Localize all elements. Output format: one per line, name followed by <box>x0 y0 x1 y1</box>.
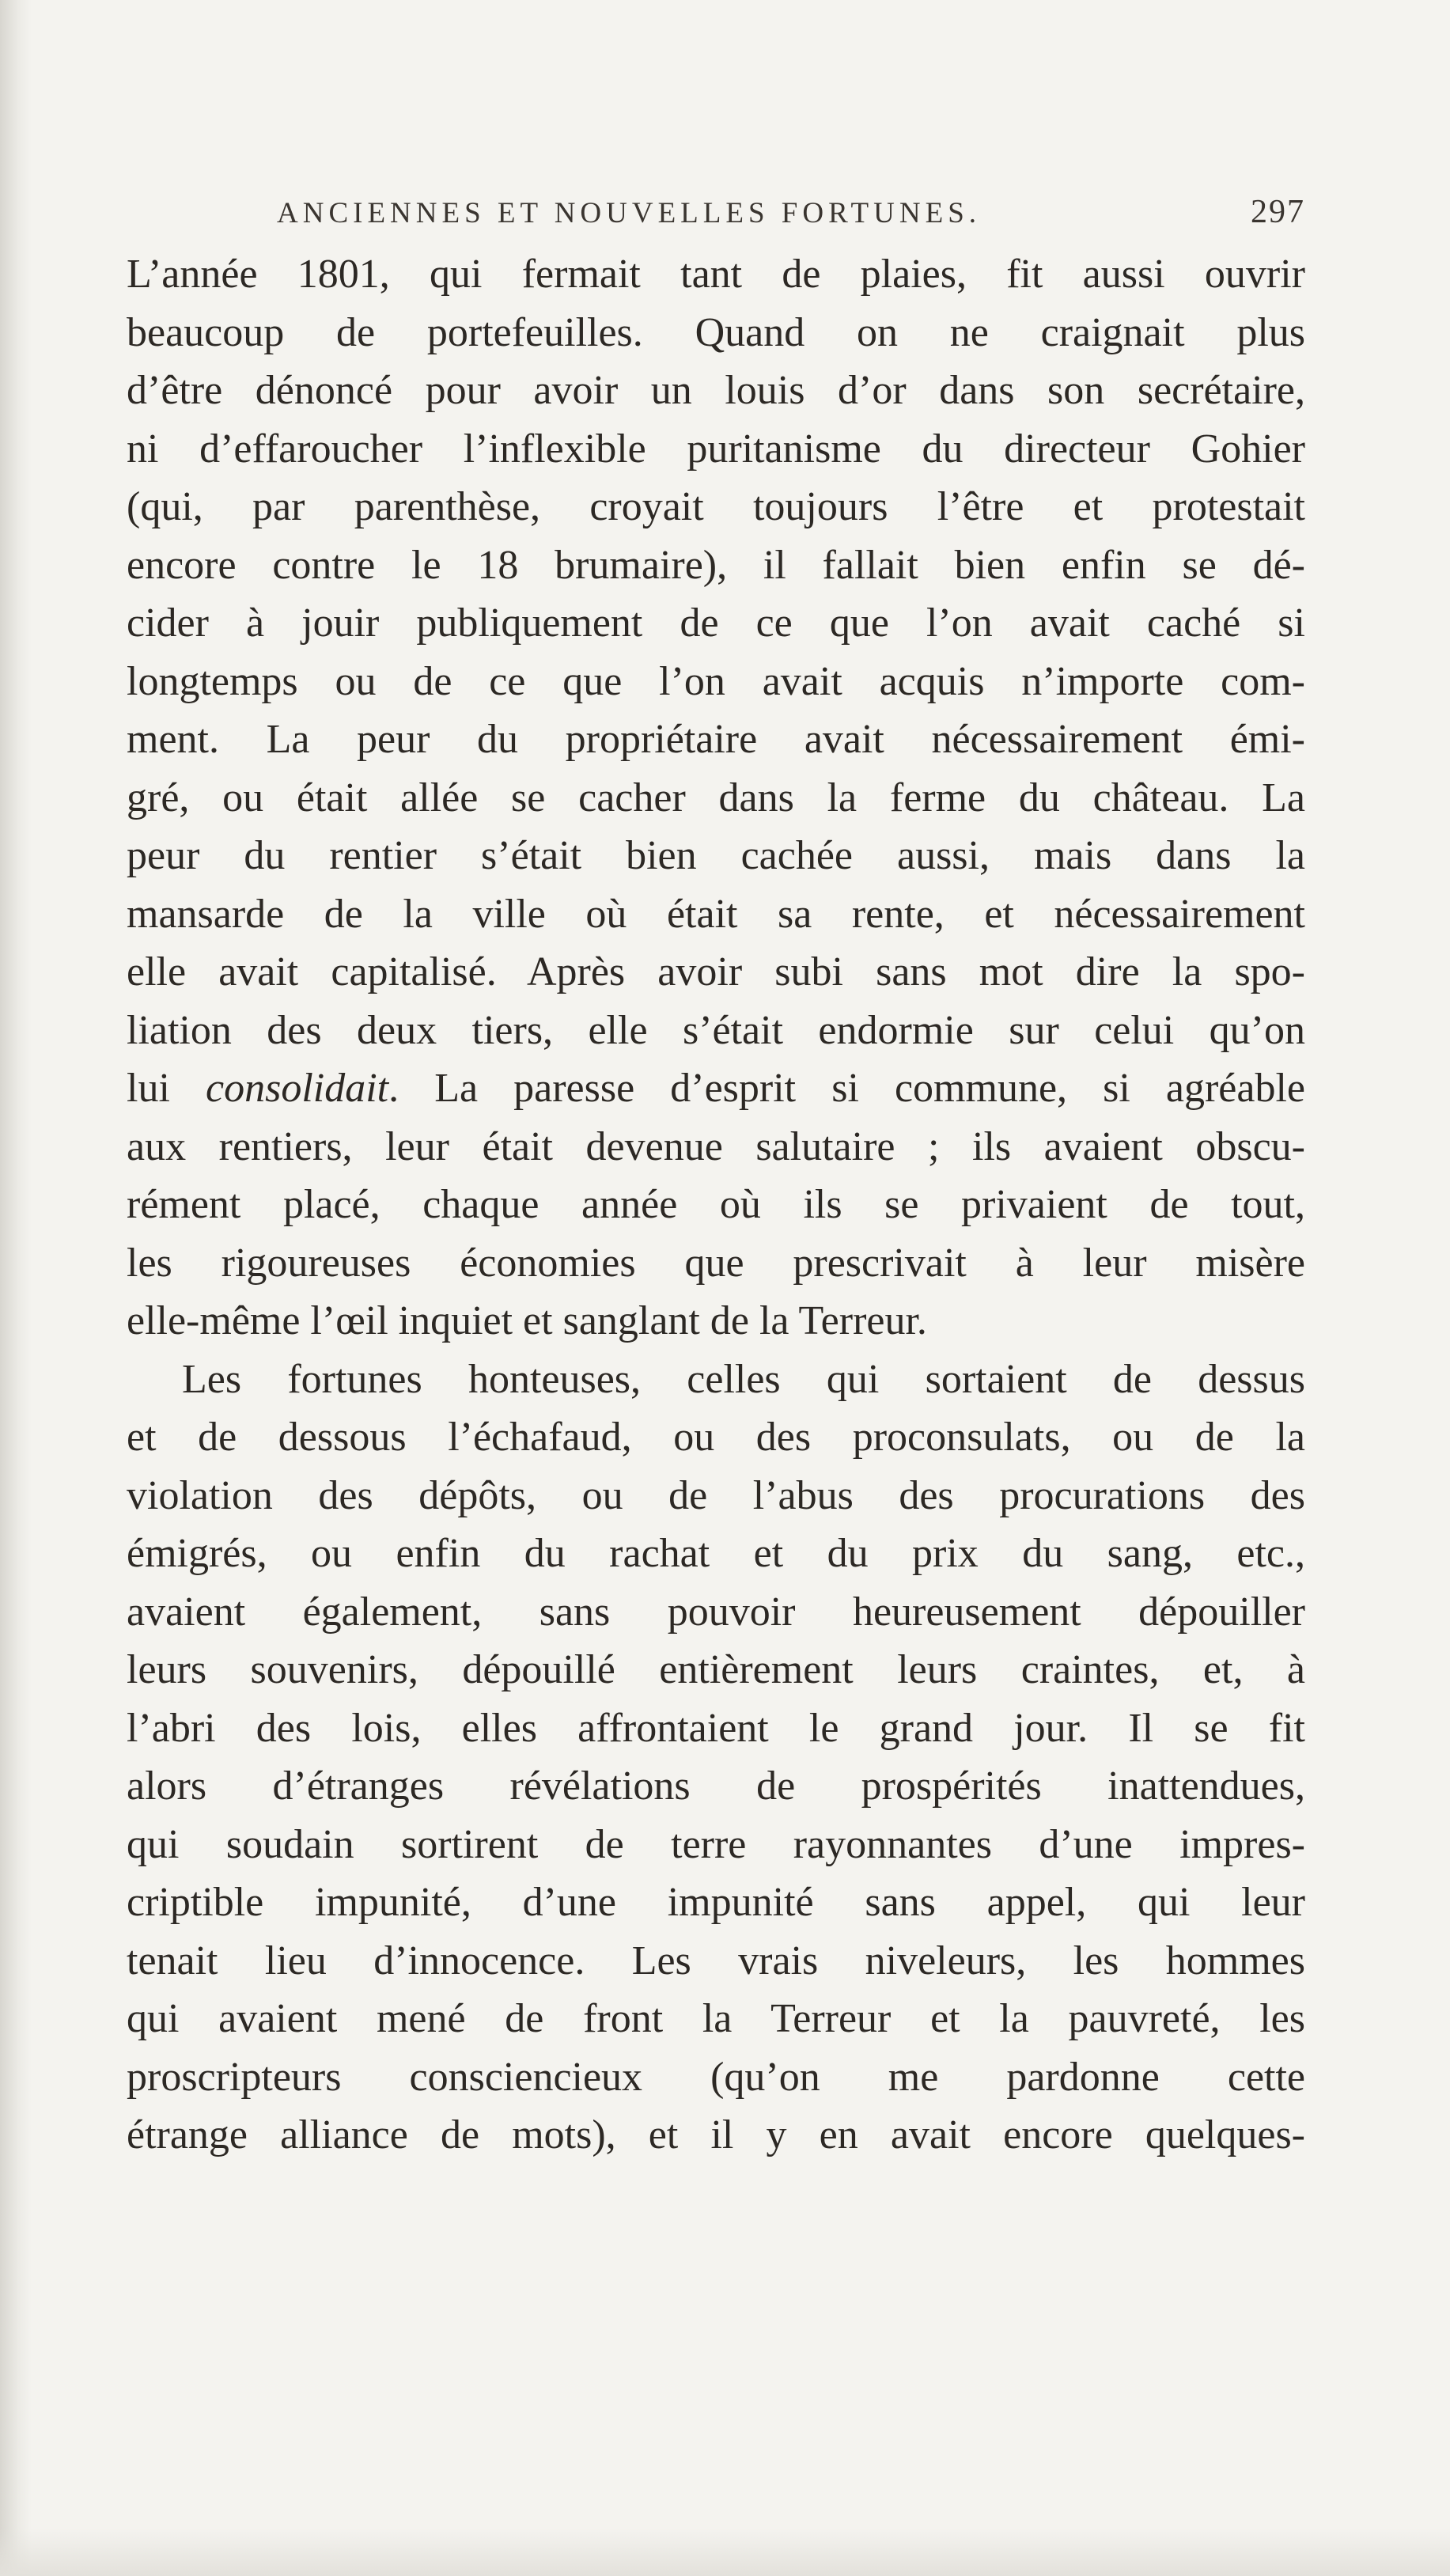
text-segment: . La paresse d’esprit si commune, si agréable <box>388 1066 1305 1111</box>
text-line: elle avait capitalisé. Après avoir subi sans mot dire la spo- <box>127 949 1305 994</box>
text-line: proscripteurs consciencieux (qu’on me pardonne cette <box>127 2054 1305 2100</box>
text-line: gré, ou était allée se cacher dans la ferme du château. La <box>127 775 1305 820</box>
body-text <box>127 245 1305 2165</box>
text-line: et de dessous l’échafaud, ou des proconsulats, ou de la <box>127 1415 1305 1460</box>
text-line: d’être dénoncé pour avoir un louis d’or dans son secrétaire, <box>127 368 1305 413</box>
text-line: qui avaient mené de front la Terreur et la pauvreté, les <box>127 1996 1305 2041</box>
running-title: ANCIENNES ET NOUVELLES FORTUNES. <box>277 197 982 229</box>
text-line: peur du rentier s’était bien cachée aussi, mais dans la <box>127 833 1305 878</box>
text-line: l’abri des lois, elles affrontaient le grand jour. Il se fit <box>127 1705 1305 1751</box>
text-line: longtemps ou de ce que l’on avait acquis n’importe com- <box>127 658 1305 704</box>
page-gutter-shadow <box>0 0 32 2576</box>
text-line: beaucoup de portefeuilles. Quand on ne craignait plus <box>127 309 1305 355</box>
text-line: mansarde de la ville où était sa rente, et nécessairement <box>127 891 1305 937</box>
text-line: tenait lieu d’innocence. Les vrais niveleurs, les hommes <box>127 1938 1305 1983</box>
text-line: elle-même l’œil inquiet et sanglant de la Terreur. <box>127 1298 927 1343</box>
text-line: L’année 1801, qui fermait tant de plaies, fit aussi ouvrir <box>127 252 1305 297</box>
text-line: ni d’effaroucher l’inflexible puritanisme du directeur Gohier <box>127 426 1305 472</box>
text-line-with-italic <box>127 1059 1305 1118</box>
text-line: cider à jouir publiquement de ce que l’on avait caché si <box>127 600 1305 646</box>
text-line: leurs souvenirs, dépouillé entièrement leurs craintes, et, à <box>127 1647 1305 1692</box>
text-line: ment. La peur du propriétaire avait nécessairement émi- <box>127 717 1305 762</box>
text-line: étrange alliance de mots), et il y en avait encore quelques- <box>127 2112 1305 2157</box>
text-line: aux rentiers, leur était devenue salutaire ; ils avaient obscu- <box>127 1123 1305 1169</box>
text-line: rément placé, chaque année où ils se privaient de tout, <box>127 1182 1305 1227</box>
page-bottom-shade <box>0 2529 1450 2576</box>
page-number: 297 <box>1251 194 1305 230</box>
text-line: criptible impunité, d’une impunité sans appel, qui leur <box>127 1880 1305 1925</box>
text-line: liation des deux tiers, elle s’était endormie sur celui qu’on <box>127 1007 1305 1053</box>
text-line: les rigoureuses économies que prescrivait à leur misère <box>127 1240 1305 1286</box>
text-segment: lui <box>127 1066 206 1111</box>
text-line: (qui, par parenthèse, croyait toujours l’être et protestait <box>127 484 1305 529</box>
text-line: avaient également, sans pouvoir heureusement dépouiller <box>127 1589 1305 1635</box>
text-line: encore contre le 18 brumaire), il fallait bien enfin se dé- <box>127 542 1305 588</box>
text-line: alors d’étranges révélations de prospérités inattendues, <box>127 1763 1305 1809</box>
paragraph-first-line: Les fortunes honteuses, celles qui sortaient de dessus <box>182 1356 1305 1402</box>
text-line: émigrés, ou enfin du rachat et du prix du sang, etc., <box>127 1531 1305 1576</box>
text-line: violation des dépôts, ou de l’abus des procurations des <box>127 1472 1305 1518</box>
running-head <box>127 182 1305 245</box>
book-page <box>127 182 1305 2508</box>
italic-word: consolidait <box>206 1066 389 1111</box>
text-line: qui soudain sortirent de terre rayonnantes d’une impres- <box>127 1821 1305 1867</box>
